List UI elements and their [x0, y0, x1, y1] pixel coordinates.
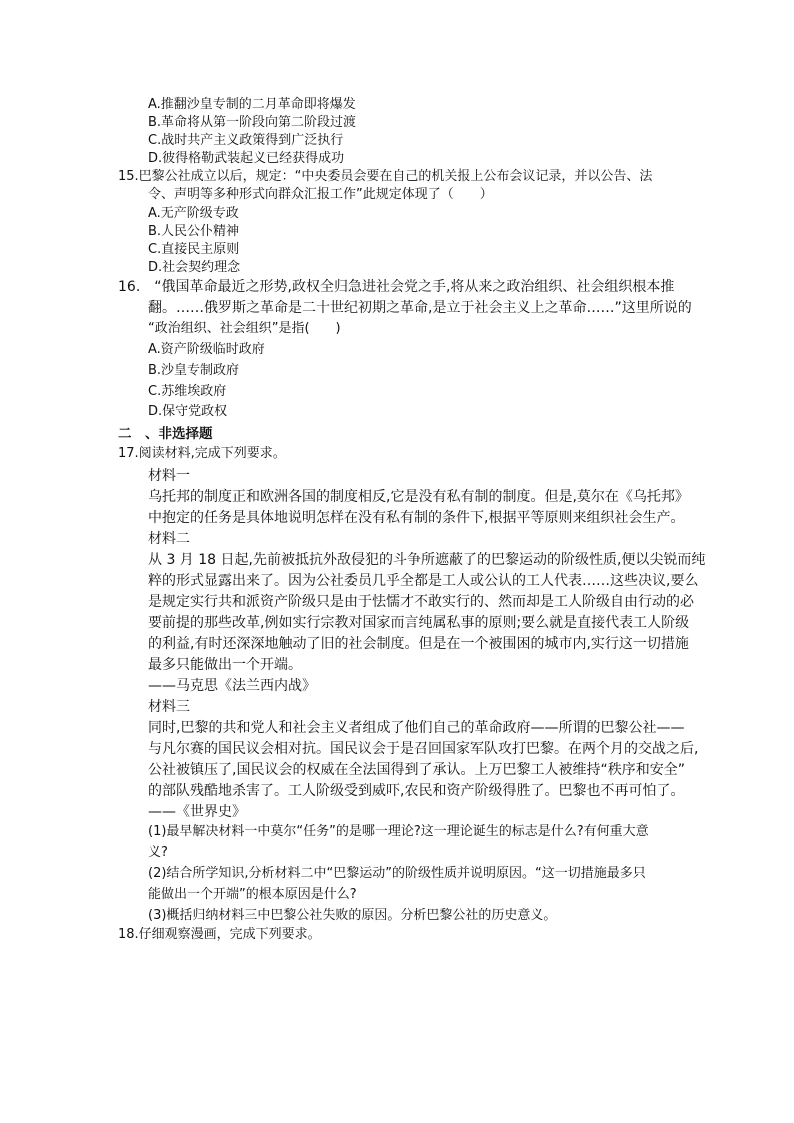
q17-stem: 17.阅读材料,完成下列要求。: [118, 446, 286, 461]
q18-stem: 18.仔细观察漫画，完成下列要求。: [118, 927, 321, 942]
q14-option-a[interactable]: A.推翻沙皇专制的二月革命即将爆发: [148, 97, 356, 112]
q15-stem-line-2: 令、声明等多种形式向群众汇报工作”此规定体现了（ ）: [148, 187, 493, 202]
q17-material-2-line-5: 的利益,有时还深深地触动了旧的社会制度。但是在一个被围困的城市内,实行这一切措施: [148, 636, 689, 652]
q17-requirement-3: (3)概括归纳材料三中巴黎公社失败的原因。分析巴黎公社的历史意义。: [148, 908, 557, 923]
q15-option-c[interactable]: C.直接民主原则: [148, 242, 240, 257]
q15-option-b[interactable]: B.人民公仆精神: [148, 224, 240, 239]
q17-material-2-line-2: 粹的形式显露出来了。因为公社委员几乎全都是工人或公认的工人代表……这些决议,要么: [148, 573, 699, 589]
q16-option-d[interactable]: D.保守党政权: [148, 404, 228, 419]
section-2-heading: 二 、非选择题: [118, 426, 213, 442]
q17-material-3-line-1: 同时,巴黎的共和党人和社会主义者组成了他们自己的革命政府——所谓的巴黎公社——: [148, 720, 685, 736]
q16-option-c[interactable]: C.苏维埃政府: [148, 384, 227, 399]
q17-material-1-line-1: 乌托邦的制度正和欧洲各国的制度相反,它是没有私有制的制度。但是,莫尔在《乌托邦》: [148, 489, 689, 505]
q17-material-3-line-3: 公社被镇压了,国民议会的权威在全法国得到了承认。上万巴黎工人被维持“秩序和安全”: [148, 762, 685, 778]
q17-material-3-source: ——《世界史》: [148, 804, 246, 820]
q17-requirement-2-line-2: 能做出一个开端”的根本原因是什么?: [148, 887, 357, 902]
q17-material-1-title: 材料一: [148, 468, 190, 484]
q17-material-3-line-2: 与凡尔赛的国民议会相对抗。国民议会于是召回国家军队攻打巴黎。在两个月的交战之后,: [148, 741, 699, 757]
q17-requirement-1-line-1: (1)最早解决材料一中莫尔“任务”的是哪一理论?这一理论诞生的标志是什么?有何重大意: [148, 824, 649, 839]
q17-material-1-line-2: 中抱定的任务是具体地说明怎样在没有私有制的条件下,根据平等原则来组织社会生产。: [148, 510, 685, 526]
q17-material-2-line-6: 最多只能做出一个开端。: [148, 657, 302, 673]
q17-material-2-line-3: 是规定实行共和派资产阶级只是由于怯懦才不敢实行的、然而却是工人阶级自由行动的必: [148, 594, 694, 610]
q16-stem-line-2: 翻。……俄罗斯之革命是二十世纪初期之革命,是立于社会主义上之革命……”这里所说的: [148, 300, 692, 316]
q14-option-c[interactable]: C.战时共产主义政策得到广泛执行: [148, 133, 344, 148]
q17-requirement-1-line-2: 义?: [148, 845, 168, 860]
q16-stem-line-3: “政治组织、社会组织”是指( ): [148, 321, 341, 336]
q17-material-3-line-4: 的部队残酷地杀害了。工人阶级受到威吓,农民和资产阶级得胜了。巴黎也不再可怕了。: [148, 783, 685, 799]
q16-option-a[interactable]: A.资产阶级临时政府: [148, 342, 265, 357]
q15-stem-line-1: 15.巴黎公社成立以后，规定：“中央委员会要在自己的机关报上公布会议记录，并以公告、法: [118, 169, 653, 184]
q17-material-2-source: ——马克思《法兰西内战》: [148, 678, 316, 694]
q16-stem-line-1: 16. “俄国革命最近之形势,政权全归急进社会党之手,将从来之政治组织、社会组织根本推: [118, 279, 675, 295]
q14-option-b[interactable]: B.革命将从第一阶段向第二阶段过渡: [148, 115, 357, 130]
q17-material-3-title: 材料三: [148, 699, 190, 715]
q17-material-2-title: 材料二: [148, 531, 190, 547]
q17-material-2-line-4: 要前提的那些改革,例如实行宗教对国家而言纯属私事的原则;要么就是直接代表工人阶级: [148, 615, 690, 631]
q15-option-a[interactable]: A.无产阶级专政: [148, 206, 239, 221]
q17-material-2-line-1: 从 3 月 18 日起,先前被抵抗外敌侵犯的斗争所遮蔽了的巴黎运动的阶级性质,便以尖锐而纯: [148, 552, 706, 568]
q14-option-d[interactable]: D.彼得格勒武装起义已经获得成功: [148, 151, 345, 166]
q16-option-b[interactable]: B.沙皇专制政府: [148, 363, 240, 378]
q17-requirement-2-line-1: (2)结合所学知识,分析材料二中“巴黎运动”的阶级性质并说明原因。“这一切措施最多只: [148, 866, 646, 881]
q15-option-d[interactable]: D.社会契约理念: [148, 260, 241, 275]
